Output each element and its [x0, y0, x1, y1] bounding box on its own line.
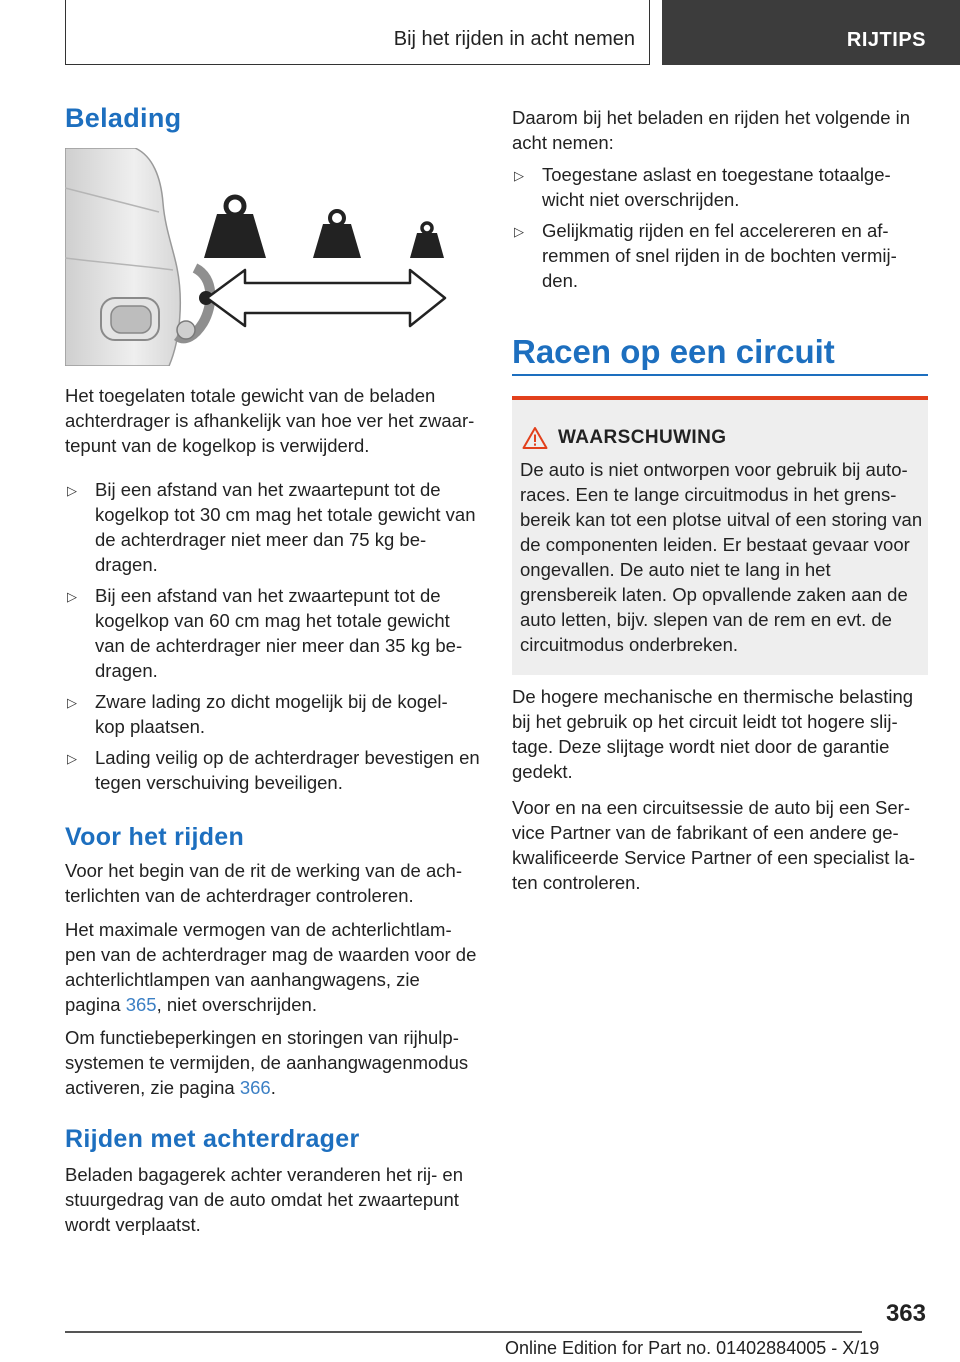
right-bullet-list — [512, 162, 928, 293]
right-intro: Daarom bij het beladen en rijden het volgende in acht nemen: — [512, 107, 911, 153]
heading-belading: Belading — [65, 103, 182, 133]
triangle-bullet-icon: ▷ — [514, 224, 524, 239]
header-chapter-title: RIJTIPS — [846, 29, 926, 51]
voor-paragraph-2: Het maximale vermogen van de achterlichtlam- pen van de achterdrager mag de waarden voor de achterlichtlampen van aanhangwagens, zie pagina 365, niet overschrijden. — [65, 919, 477, 1015]
voor-paragraph-1: Voor het begin van de rit de werking van de ach- terlichten van de achterdrager controleren. — [65, 860, 462, 906]
triangle-bullet-icon: ▷ — [67, 751, 77, 766]
warning-title: WAARSCHUWING — [558, 427, 727, 448]
warning-triangle-icon — [522, 426, 548, 450]
heading-voor-het-rijden: Voor het rijden — [65, 823, 245, 851]
warning-text: De auto is niet ontworpen voor gebruik bij auto- races. Een te lange circuitmodus in het grens- bereik kan tot een plotse uitval of een storing van de componenten leiden. Er bestaat gevaar voor ongevallen. De auto niet te lang in het grensbereik laten. Op opvallende zaken aan de auto letten, bijv. slepen van de rem en evt. de circuitmodus onderbreken. — [520, 459, 923, 655]
list-item: ▷ Bij een afstand van het zwaartepunt tot de kogelkop tot 30 cm mag het totale gewicht van de achterdrager niet meer dan 75 kg be- dragen. — [67, 479, 476, 575]
header-section-box — [65, 0, 650, 65]
header-section-title: Bij het rijden in acht nemen — [393, 28, 635, 50]
towbar-load-illustration — [65, 148, 480, 366]
list-item: ▷ Lading veilig op de achterdrager bevestigen en tegen verschuiving beveiligen. — [67, 747, 480, 793]
weight-medium-icon — [313, 211, 361, 258]
weight-large-icon — [204, 197, 266, 258]
weight-small-icon — [410, 223, 444, 258]
warning-box — [512, 396, 928, 675]
page-number: 363 — [885, 1300, 926, 1327]
heading-racen-op-een-circuit: Racen op een circuit — [512, 333, 835, 370]
triangle-bullet-icon: ▷ — [514, 168, 524, 183]
page-link-365[interactable]: 365 — [125, 994, 157, 1015]
circuit-paragraph-2: Voor en na een circuitsessie de auto bij een Ser- vice Partner van de fabrikant of een andere ge- kwalificeerde Service Partner of een specialist la- ten controleren. — [512, 797, 916, 893]
triangle-bullet-icon: ▷ — [67, 483, 77, 498]
rijden-paragraph: Beladen bagagerek achter veranderen het rij- en stuurgedrag van de auto omdat het zwaartepunt wordt verplaatst. — [65, 1164, 464, 1235]
triangle-bullet-icon: ▷ — [67, 695, 77, 710]
heading-underline — [512, 374, 928, 376]
list-item: ▷ Gelijkmatig rijden en fel accelereren en af- remmen of snel rijden in de bochten vermij- den. — [514, 220, 897, 291]
footer-rule — [65, 1331, 862, 1333]
list-item: ▷ Toegestane aslast en toegestane totaalge- wicht niet overschrijden. — [514, 164, 891, 210]
footer-edition: Online Edition for Part no. 01402884005 - X/19 — [505, 1338, 880, 1358]
header-chapter-box — [662, 0, 960, 65]
heading-rijden-met-achterdrager: Rijden met achterdrager — [65, 1125, 360, 1153]
page-link-366[interactable]: 366 — [239, 1077, 271, 1098]
voor-paragraph-3: Om functiebeperkingen en storingen van rijhulp- systemen te vermijden, de aanhangwagenmodus activeren, zie pagina 366. — [65, 1027, 469, 1098]
circuit-paragraph-1: De hogere mechanische en thermische belasting bij het gebruik op het circuit leidt tot hogere slij- tage. Deze slijtage wordt niet door de garantie gedekt. — [512, 686, 914, 782]
belading-intro: Het toegelaten totale gewicht van de beladen achterdrager is afhankelijk van hoe ver het zwaar- tepunt van de kogelkop is verwijderd. — [65, 385, 475, 456]
list-item: ▷ Zware lading zo dicht mogelijk bij de kogel- kop plaatsen. — [67, 691, 448, 737]
belading-bullet-list — [65, 477, 480, 795]
triangle-bullet-icon: ▷ — [67, 589, 77, 604]
list-item: ▷ Bij een afstand van het zwaartepunt tot de kogelkop van 60 cm mag het totale gewicht van de achterdrager nier meer dan 35 kg be- dragen. — [67, 585, 463, 681]
